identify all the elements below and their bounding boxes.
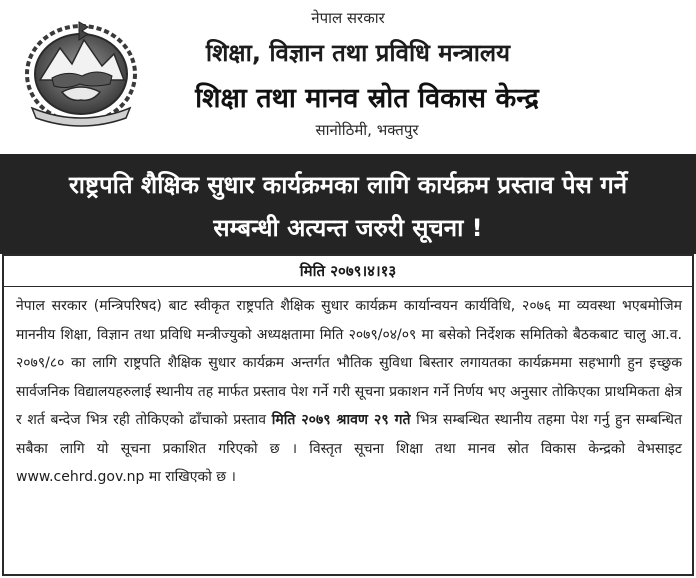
notice-body-part-2: भित्र सम्बन्धित स्थानीय तहमा पेश गर्नु हुन सम्बन्धित सबैका लागि यो सूचना प्रकाशित गरिएको छ । विस्तृत सूचना शिक्षा तथा मानव स्रोत विकास केन्द्रको वेभसाइट www.cehrd.gov.np मा राखिएको छ । bbox=[16, 412, 682, 485]
center-name: शिक्षा तथा मानव स्रोत विकास केन्द्र bbox=[195, 83, 539, 114]
office-address: सानोठिमी, भक्तपुर bbox=[315, 121, 419, 139]
letterhead bbox=[0, 0, 696, 150]
notice-date: मिति २०७९।४।१३ bbox=[4, 256, 692, 287]
notice-body-part-1: नेपाल सरकार (मन्त्रिपरिषद) बाट स्वीकृत राष्ट्रपति शैक्षिक सुधार कार्यक्रम कार्यान्वयन कार्यविधि, २०७६ मा व्यवस्था भएबमोजिम माननीय शिक्षा, विज्ञान तथा प्रविधि मन्त्रीज्युको अध्यक्षतामा मिति २०७९/०४/०९ मा बसेको निर्देशक समितिको बैठकबाट चालु आ.व. २०७९/८० का लागि राष्ट्रपति शैक्षिक सुधार कार्यक्रम अन्तर्गत भौतिक सुविधा बिस्तार लगायतका कार्यक्रममा सहभागी हुन इच्छुक सार्वजनिक विद्यालयहरुलाई स्थानीय तह मार्फत प्रस्ताव पेश गर्ने गरी सूचना प्रकाशन गर्ने निर्णय भए अनुसार तोकिएका प्राथमिकता क्षेत्र र शर्त बन्देज भित्र रही तोकिएको ढाँचाको प्रस्ताव bbox=[16, 298, 682, 428]
notice-deadline: मिति २०७९ श्रावण २९ गते bbox=[271, 412, 411, 428]
notice-body bbox=[16, 292, 682, 492]
notice-title-line-2: सम्बन्धी अत्यन्त जरुरी सूचना ! bbox=[213, 214, 483, 242]
government-name: नेपाल सरकार bbox=[311, 9, 385, 27]
notice-box bbox=[2, 254, 694, 576]
notice-title-banner bbox=[0, 154, 696, 254]
notice-title-line-1: राष्ट्रपति शैक्षिक सुधार कार्यक्रमका लागि कार्यक्रम प्रस्ताव पेस गर्ने bbox=[68, 171, 628, 199]
ministry-name: शिक्षा, विज्ञान तथा प्रविधि मन्त्रालय bbox=[205, 39, 511, 67]
